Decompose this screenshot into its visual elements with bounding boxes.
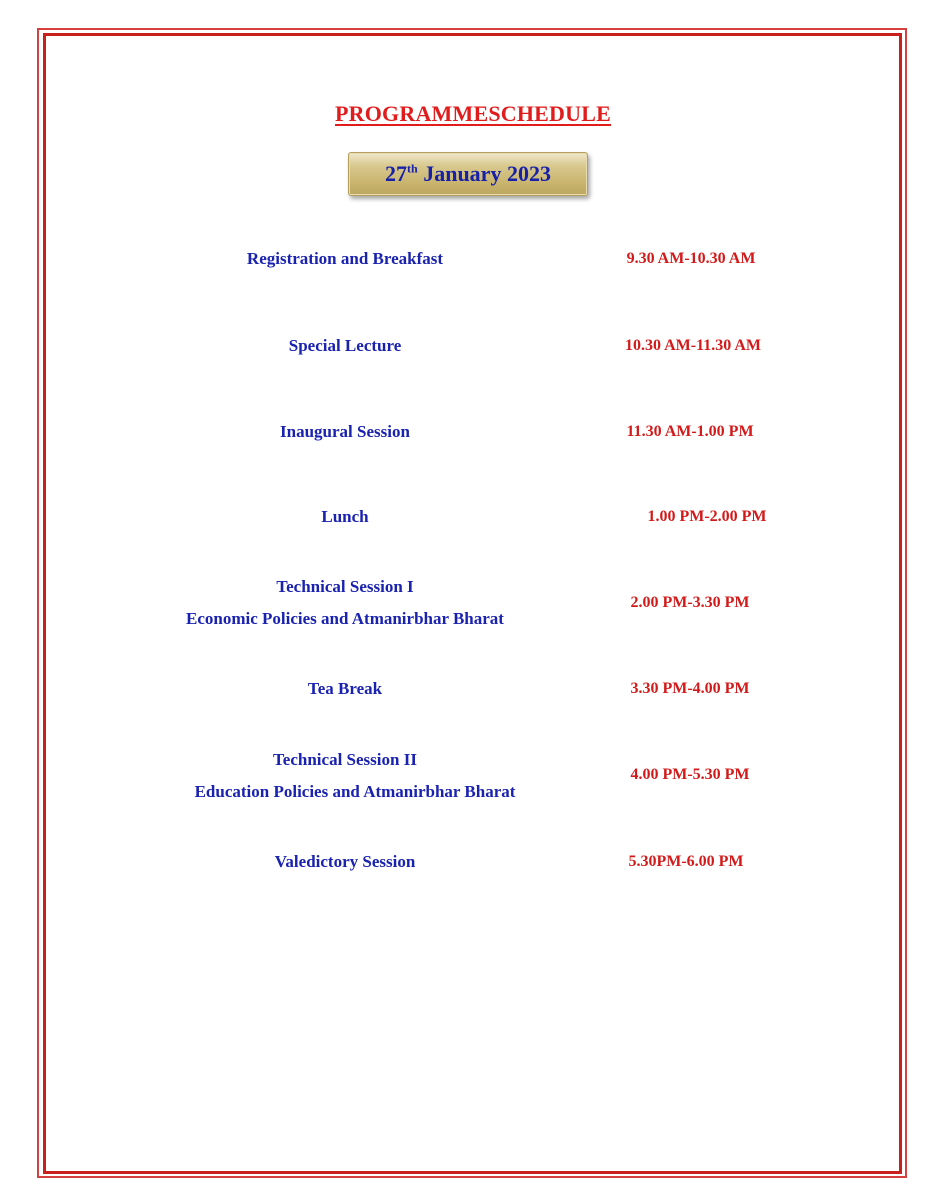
event-time: 5.30PM-6.00 PM bbox=[628, 853, 744, 870]
event-time: 10.30 AM-11.30 AM bbox=[625, 337, 761, 354]
event-time: 4.00 PM-5.30 PM bbox=[630, 766, 750, 783]
date-day: 27 bbox=[385, 161, 408, 186]
event-time: 2.00 PM-3.30 PM bbox=[630, 594, 750, 611]
date-suffix: th bbox=[407, 161, 418, 176]
event-label: Valedictory Session bbox=[274, 852, 416, 871]
page-title: PROGRAMMESCHEDULE bbox=[335, 101, 611, 126]
event-label: Lunch bbox=[321, 507, 369, 526]
date-badge bbox=[348, 152, 588, 196]
event-label: Technical Session I bbox=[276, 577, 414, 596]
event-sublabel: Economic Policies and Atmanirbhar Bharat bbox=[186, 609, 504, 628]
event-time: 9.30 AM-10.30 AM bbox=[626, 250, 756, 267]
event-label: Special Lecture bbox=[288, 336, 402, 355]
event-time: 11.30 AM-1.00 PM bbox=[626, 423, 754, 440]
event-label: Inaugural Session bbox=[280, 422, 410, 441]
date-rest: January 2023 bbox=[423, 161, 551, 186]
event-time: 3.30 PM-4.00 PM bbox=[630, 680, 750, 697]
date-text bbox=[385, 161, 551, 187]
event-label: Tea Break bbox=[307, 679, 383, 698]
event-sublabel: Education Policies and Atmanirbhar Bharat bbox=[194, 782, 516, 801]
event-time: 1.00 PM-2.00 PM bbox=[647, 508, 767, 525]
event-label: Technical Session II bbox=[273, 750, 417, 769]
event-label: Registration and Breakfast bbox=[246, 249, 444, 268]
